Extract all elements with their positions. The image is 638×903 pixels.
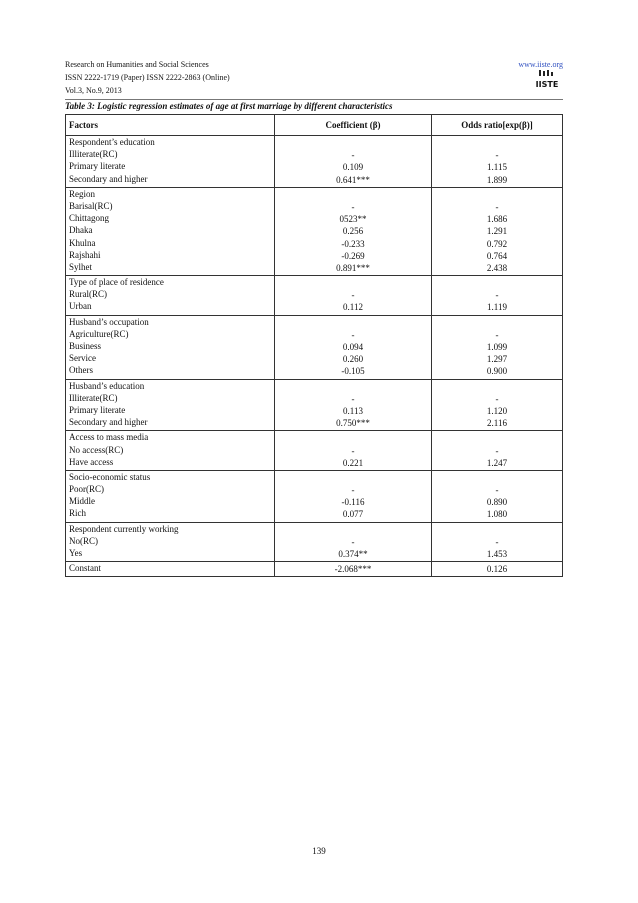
table-constant-row [66,562,563,577]
coefficient-value: - [351,485,355,496]
coefficient-value: - [351,393,355,404]
header-rule [65,99,563,100]
factor-label: Chittagong [69,213,109,224]
blank-line [276,524,430,536]
blank-line [276,317,430,329]
blank-line [433,524,561,536]
factor-cell [66,431,275,471]
coefficient-value: 0.641*** [336,174,370,185]
coefficient-value: -0.105 [341,366,365,377]
group-title: Access to mass media [69,432,149,443]
blank-line [433,277,561,289]
group-title: Husband’s occupation [69,316,149,327]
odds-ratio-value: 0.900 [486,366,508,377]
coefficient-cell [275,276,432,316]
odds-ratio-cell [432,276,563,316]
factor-label: Rajshahi [69,249,101,260]
coefficient-value: 0.260 [342,354,364,365]
factor-label: No(RC) [69,535,98,546]
odds-ratio-value: - [495,445,499,456]
group-title: Respondent’s education [69,137,155,147]
blank-line [433,381,561,393]
factor-label: Others [69,365,93,376]
coefficient-value: -0.233 [341,238,365,249]
odds-ratio-cell [432,187,563,275]
coefficient-value: - [351,150,355,161]
odds-ratio-value: - [495,393,499,404]
group-title: Type of place of residence [69,277,164,288]
factor-label: Khulna [69,237,96,248]
factor-label: Constant [69,563,102,574]
column-header-odds-ratio: Odds ratio[exp(β)] [432,115,563,136]
factor-label: No access(RC) [69,444,124,455]
coefficient-value: 0.221 [342,457,364,468]
coefficient-value: 0.113 [343,405,363,416]
regression-table [65,114,563,577]
coefficient-value: -0.116 [341,497,365,508]
coefficient-value: - [351,201,355,212]
logo-text: IISTE [535,80,559,89]
journal-header [65,58,563,97]
blank-line [433,189,561,201]
coefficient-value: - [351,445,355,456]
page-number: 139 [312,846,326,856]
factor-cell [66,187,275,275]
table-header-row [66,115,563,136]
coefficient-value: 0.374** [338,549,368,559]
odds-ratio-cell [432,522,563,562]
odds-ratio-value: 0.890 [486,497,508,508]
coefficient-cell [275,315,432,379]
journal-url-link[interactable]: www.iiste.org [518,60,563,69]
blank-line [276,472,430,484]
table-group-row [66,379,563,431]
factor-cell [66,276,275,316]
factor-label: Yes [69,548,83,558]
odds-ratio-cell [432,315,563,379]
factor-cell [66,470,275,522]
factor-label: Have access [69,456,114,467]
coefficient-value: 0.112 [343,302,363,313]
odds-ratio-value: 2.116 [487,418,507,429]
blank-line [276,137,430,149]
coefficient-value: 0523** [339,214,367,225]
coefficient-value: 0.750*** [336,418,370,429]
coefficient-value: -0.269 [341,250,365,261]
factor-label: Rural(RC) [69,289,107,300]
blank-line [433,472,561,484]
factor-cell [66,379,275,431]
factor-label: Urban [69,301,92,312]
coefficient-value: 0.891*** [336,262,370,273]
factor-label: Barisal(RC) [69,200,113,211]
odds-ratio-value: 1.099 [486,342,508,352]
blank-line [433,317,561,329]
odds-ratio-value: 1.686 [486,214,508,225]
coefficient-value: 0.256 [342,226,364,237]
coefficient-cell [275,379,432,431]
table-caption: Table 3: Logistic regression estimates of age at first marriage by different characteristics [65,101,393,111]
column-header-coefficient: Coefficient (β) [275,115,432,136]
odds-ratio-value: - [495,485,499,496]
factor-label: Business [69,341,102,351]
iiste-logo-icon [535,70,559,90]
odds-ratio-cell [432,136,563,188]
coefficient-value: - [351,536,355,547]
coefficient-value: -2.068*** [334,564,372,575]
journal-volume: Vol.3, No.9, 2013 [65,86,122,95]
coefficient-value: - [351,290,355,301]
table-group-row [66,187,563,275]
table-group-row [66,276,563,316]
odds-ratio-cell [432,431,563,471]
coefficient-value: 0.109 [342,162,364,173]
group-title: Socio-economic status [69,471,151,482]
coefficient-value: 0.077 [342,509,364,520]
odds-ratio-value: - [495,290,499,301]
journal-title: Research on Humanities and Social Sciences [65,60,209,69]
factor-label: Dhaka [69,225,93,236]
odds-ratio-cell [432,379,563,431]
factor-label: Secondary and higher [69,173,148,184]
factor-label: Illiterate(RC) [69,149,118,160]
odds-ratio-value: 1.297 [486,354,508,365]
coefficient-cell [275,431,432,471]
factor-label: Illiterate(RC) [69,392,118,403]
coefficient-cell [275,187,432,275]
blank-line [276,432,430,444]
table-body [66,136,563,577]
factor-cell [66,136,275,188]
odds-ratio-value: 1.899 [486,174,508,185]
odds-ratio-value: 1.291 [486,226,508,237]
factor-cell [66,315,275,379]
odds-ratio-value: 0.764 [486,250,508,261]
odds-ratio-value: 1.115 [487,162,507,173]
odds-ratio-value: 1.453 [486,549,508,559]
factor-label: Secondary and higher [69,417,148,428]
odds-ratio-value: - [495,150,499,161]
odds-ratio-value: 1.120 [486,405,508,416]
table-group-row [66,470,563,522]
factor-label: Sylhet [69,261,93,272]
odds-ratio-value: 1.119 [487,302,507,313]
blank-line [276,277,430,289]
odds-ratio-value: 0.126 [486,564,508,575]
odds-ratio-value: - [495,201,499,212]
factor-label: Service [69,353,96,364]
coefficient-cell [275,470,432,522]
odds-ratio-cell [432,562,563,577]
journal-issn: ISSN 2222-1719 (Paper) ISSN 2222-2863 (Online) [65,73,230,82]
coefficient-value: 0.094 [342,342,364,352]
table-group-row [66,315,563,379]
factor-label: Poor(RC) [69,484,105,495]
factor-cell [66,562,275,577]
coefficient-cell [275,522,432,562]
factor-label: Primary literate [69,404,126,415]
factor-label: Rich [69,508,86,519]
odds-ratio-value: 1.080 [486,509,508,520]
odds-ratio-value: - [495,329,499,340]
factor-label: Agriculture(RC) [69,328,129,339]
table-group-row [66,431,563,471]
group-title: Respondent currently working [69,523,179,534]
odds-ratio-cell [432,470,563,522]
blank-line [433,137,561,149]
group-title: Husband’s education [69,380,145,391]
factor-cell [66,522,275,562]
coefficient-cell [275,136,432,188]
odds-ratio-value: 1.247 [486,457,508,468]
coefficient-value: - [351,329,355,340]
odds-ratio-value: - [495,536,499,547]
odds-ratio-value: 2.438 [486,262,508,273]
blank-line [276,381,430,393]
odds-ratio-value: 0.792 [486,238,508,249]
coefficient-cell [275,562,432,577]
blank-line [276,189,430,201]
blank-line [433,432,561,444]
factor-label: Middle [69,496,95,507]
group-title: Region [69,188,95,199]
column-header-factors: Factors [66,115,275,136]
table-group-row [66,522,563,562]
table-group-row [66,136,563,188]
factor-label: Primary literate [69,161,126,172]
